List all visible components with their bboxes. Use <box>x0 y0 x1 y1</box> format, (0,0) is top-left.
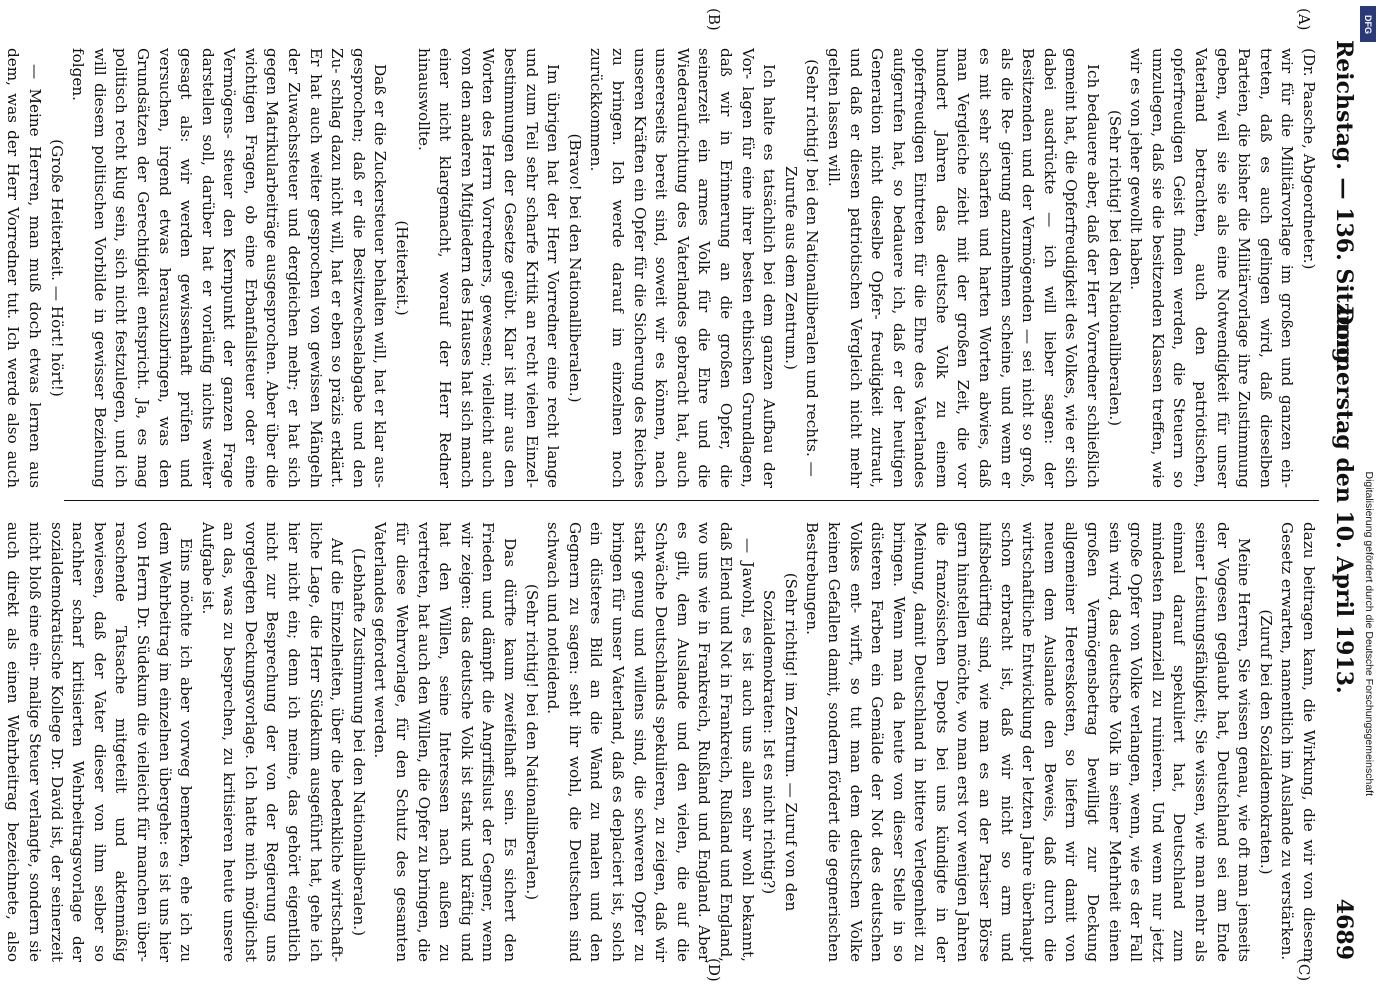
margin-marker-a: (A) <box>1295 8 1313 31</box>
interjection: (Heiterkeit.) <box>393 220 412 316</box>
paragraph: Daß er die Zuckersteuer behalten will, hat er klar aus- gesprochen; daß er die Besitzwechselabgabe und den Zu- schlag dazu nicht will, hat er eben so präzis erklärt. Er hat auch weiter gesprochen von gewissen Mängeln der Zuwachssteuer und dergleichen mehr; er hat sich gegen Matrikularbeiträge ausgesprochen. Aber über die wichtigen Fragen, ob eine Erbanfallsteuer oder eine Vermögens- steuer den Kernpunkt der ganzen Frage darstellen soll, darüber hat er vorläufig nichts weiter gesagt als: wir werden gewissenhaft prüfen und versuchen, irgend etwas herauszubringen, was den Grundsätzen der Gerechtigkeit entspricht. Ja, es mag politisch recht klug sein, sich nicht festzulegen, und ich will diesem politischen Vorbilde in gewisser Beziehung folgen. <box>69 48 390 488</box>
interjection: (Zuruf bei den Sozialdemokraten.) <box>1256 609 1275 875</box>
left-text-column <box>4 48 1319 488</box>
margin-marker-c: (C) <box>1295 958 1313 982</box>
column-divider <box>64 500 1319 501</box>
header-date: Donnerstag den 10. April 1913. <box>1331 306 1357 694</box>
interjection: (Bravo! bei den Nationalliberalen.) <box>565 133 584 403</box>
interjection: (Lebhafte Zustimmung bei den Nationalliberalen.) <box>349 547 368 937</box>
paragraph: Eins möchte ich aber vorweg bemerken, ehe ich zu dem Wehrbeitrag im einzelnen übergehe: es ist uns hier von Herrn Dr. Südekum die vielleicht für manchen über- raschende Tatsache mitgeteilt und aktenmäßig bewiesen, daß der Vater dieser von ihm selber so nachher scharf kritisierten Wehrbeitragsvorlage der sozialdemokratische Kollege Dr. David ist, der seinerzeit nicht bloß eine ein- malige Steuer verlangte, sondern sie auch direkt als einen Wehrbeitrag bezeichnete, also <box>4 522 196 962</box>
page-header <box>1325 20 1365 980</box>
paragraph: Meine Herren, Sie wissen genau, wie oft man jenseits der Vogesen geglaubt hat, Deutschland sei am Ende seiner Leistungsfähigkeit; Sie wissen, wie man mehr als einmal darauf spekuliert hat, Deutschland zum mindesten finanziell zu ruinieren. Und wenn nur jetzt große Opfer von Volke verlangen, wenn, wie es der Fall sein wird, das deutsche Volk in seiner Mehrheit einen großen Vermögensbetrag bewilligt zur Deckung allgemeiner Heereskosten, so liefern wir damit von neuem dem Auslande den Beweis, daß durch die wirtschaftliche Entwicklung der letzten Jahre überhaupt schon erbracht ist, daß wir nicht so arm und hilfsbedürftig sind, wie man es an der Pariser Börse gern hinstellen möchte, wo man erst vor wenigen Jahren die französischen Depots bei uns kündigte in der Meinung, damit Deutschland in bittere Verlegenheit zu bringen. Wenn man da heute von dieser Stelle in so düsteren Farben ein Gemälde der Not des deutschen Volkes ent- wirft, so tut man dem deutschen Volke keinen Gefallen damit, sondern fördert die gegnerischen Bestrebungen. <box>803 522 1254 962</box>
paragraph: Im übrigen hat der Herr Vorredner eine recht lange und zum Teil sehr scharfe Kritik an recht vielen Einzel- bestimmungen der Gesetze geübt. Klar ist mir aus den Worten des Herrn Vorredners, gewesen; vielleicht auch von den anderen Mitgliedern des Hauses hat sich manch einer nicht klargemacht, worauf der Herr Redner hinauswollte. <box>414 48 563 488</box>
paragraph: — Jawohl, es ist auch uns allen sehr wohl bekannt, daß Elend und Not in Frankreich, Rußland und England, wo uns wie in Frankreich, Rußland und England. Aber es gilt, dem Auslande und den vielen, die auf die Schwäche Deutschlands spekulieren, zu zeigen, daß wir stark genug und willens sind, die schweren Opfer zu bringen für unser Vaterland, daß es deplaciert ist, solch ein düsteres Bild an die Wand zu malen und den Gegnern zu sagen: seht ihr wohl, die Deutschen sind schwach und notleidend. <box>544 522 757 962</box>
interjection: (Große Heiterkeit. — Hört! hört!) <box>47 139 66 397</box>
credit-text: Digitalisierung gefördert durch die Deutsche Forschungsgemeinschaft <box>1363 471 1375 796</box>
paragraph: — Meine Herren, man muß doch etwas lernen aus dem, was der Herr Vorredner tut. Ich werde also auch <box>4 48 44 488</box>
right-text-column <box>4 522 1319 962</box>
page-number: 4689 <box>1331 898 1357 960</box>
digitization-credit <box>1360 6 1378 796</box>
paragraph: Auf die Einzelheiten, über die bedenkliche wirtschaft- liche Lage, die Herr Südekum ausgeführt hat, gehe ich hier nicht ein; denn ich meine, das gehört eigentlich nicht zur Besprechung der von der Regierung uns vorgelegten Deckungsvorlage. Ich hatte mich möglichst an das, was zu besprechen, zu kritisieren heute unsere Aufgabe ist. <box>198 522 347 962</box>
dfg-logo: DFG <box>1360 6 1376 42</box>
interjection: (Sehr richtig! bei den Nationalliberalen.) <box>1105 109 1124 427</box>
interjection: (Sehr richtig! bei den Nationalliberalen und rechts. — Zurufe aus dem Zentrum.) <box>781 59 822 477</box>
interjection: (Sehr richtig! im Zentrum. — Zuruf von den Sozialdemokraten: Ist es nicht richtig?) <box>760 572 800 912</box>
paragraph: dazu beitragen kann, die Wirkung, die wir von diesem Gesetz erwarten, namentlich im Auslande zu verstärken. <box>1278 522 1318 962</box>
paragraph: Ich halte es tatsächlich bei dem ganzen Aufbau der Vor- lagen für eine ihrer besten ethischen Grundlagen, daß wir in Erinnerung an die großen Opfer, die seinerzeit ein armes Volk für die Ehre und die Wiederaufrichtung des Vaterlandes gebracht hat, auch unsererseits bereit sind, soweit wir es können, nach unseren Kräften ein Opfer für die Sicherung des Reiches zu bringen. Ich werde darauf im einzelnen noch zurückkommen. <box>587 48 779 488</box>
paragraph: wir für die Militärvorlage im großen und ganzen ein- treten, daß es auch gelingen wird, daß dieselben Parteien, die bisher die Militärvorlage ihre Zustimmung geben, weil sie sie als eine Notwendigkeit für unser Vaterland betrachten, auch den patriotischen, opferfreudigen Geist finden werden, die Steuern so umzulegen, daß sie die besitzenden Klassen treffen, wie wir es von jeher gewollt haben. <box>1127 48 1297 488</box>
margin-marker-b: (B) <box>705 8 723 31</box>
margin-marker-d: (D) <box>705 958 723 982</box>
speaker-note: (Dr. Paasche, Abgeordneter.) <box>1300 48 1318 270</box>
paragraph: Das dürfte kaum zweifelhaft sein. Es sichert den Frieden und dämpft die Angriffslust der Gegner, wenn wir zeigen: das deutsche Volk ist stark und kräftig und hat den Willen, seine Interessen nach außen zu vertreten, hat auch den Willen, die Opfer zu bringen, die für diese Wehrvorlage, für den Schutz des gesamten Vaterlandes gefordert werden. <box>371 522 520 962</box>
paragraph: Ich bedauere aber, daß der Herr Vorredner schließlich gemeint hat, die Opferfreudigkeit des Volkes, wie er sich dabei ausdrückte — ich will lieber sagen: der Besitzenden und der Vermögenden — sei nicht so groß, als die Re- gierung anzunehmen scheine, und wenn er es mit sehr scharfen und harten Worten abwies, daß man Vergleiche zieht mit der großen Zeit, die vor hundert Jahren das deutsche Volk zu einem opferfreudigen Eintreten für die Ehre des Vaterlandes aufgerufen hat, so bedauere ich, daß er der heutigen Generation nicht dieselbe Opfer- freudigkeit zutraut, und daß er diesen patriotischen Vergleich nicht mehr gelten lassen will. <box>824 48 1103 488</box>
header-left: Reichstag. — 136. Sitzung. <box>1331 40 1357 371</box>
interjection: (Sehr richtig! bei den Nationalliberalen.) <box>522 583 541 901</box>
